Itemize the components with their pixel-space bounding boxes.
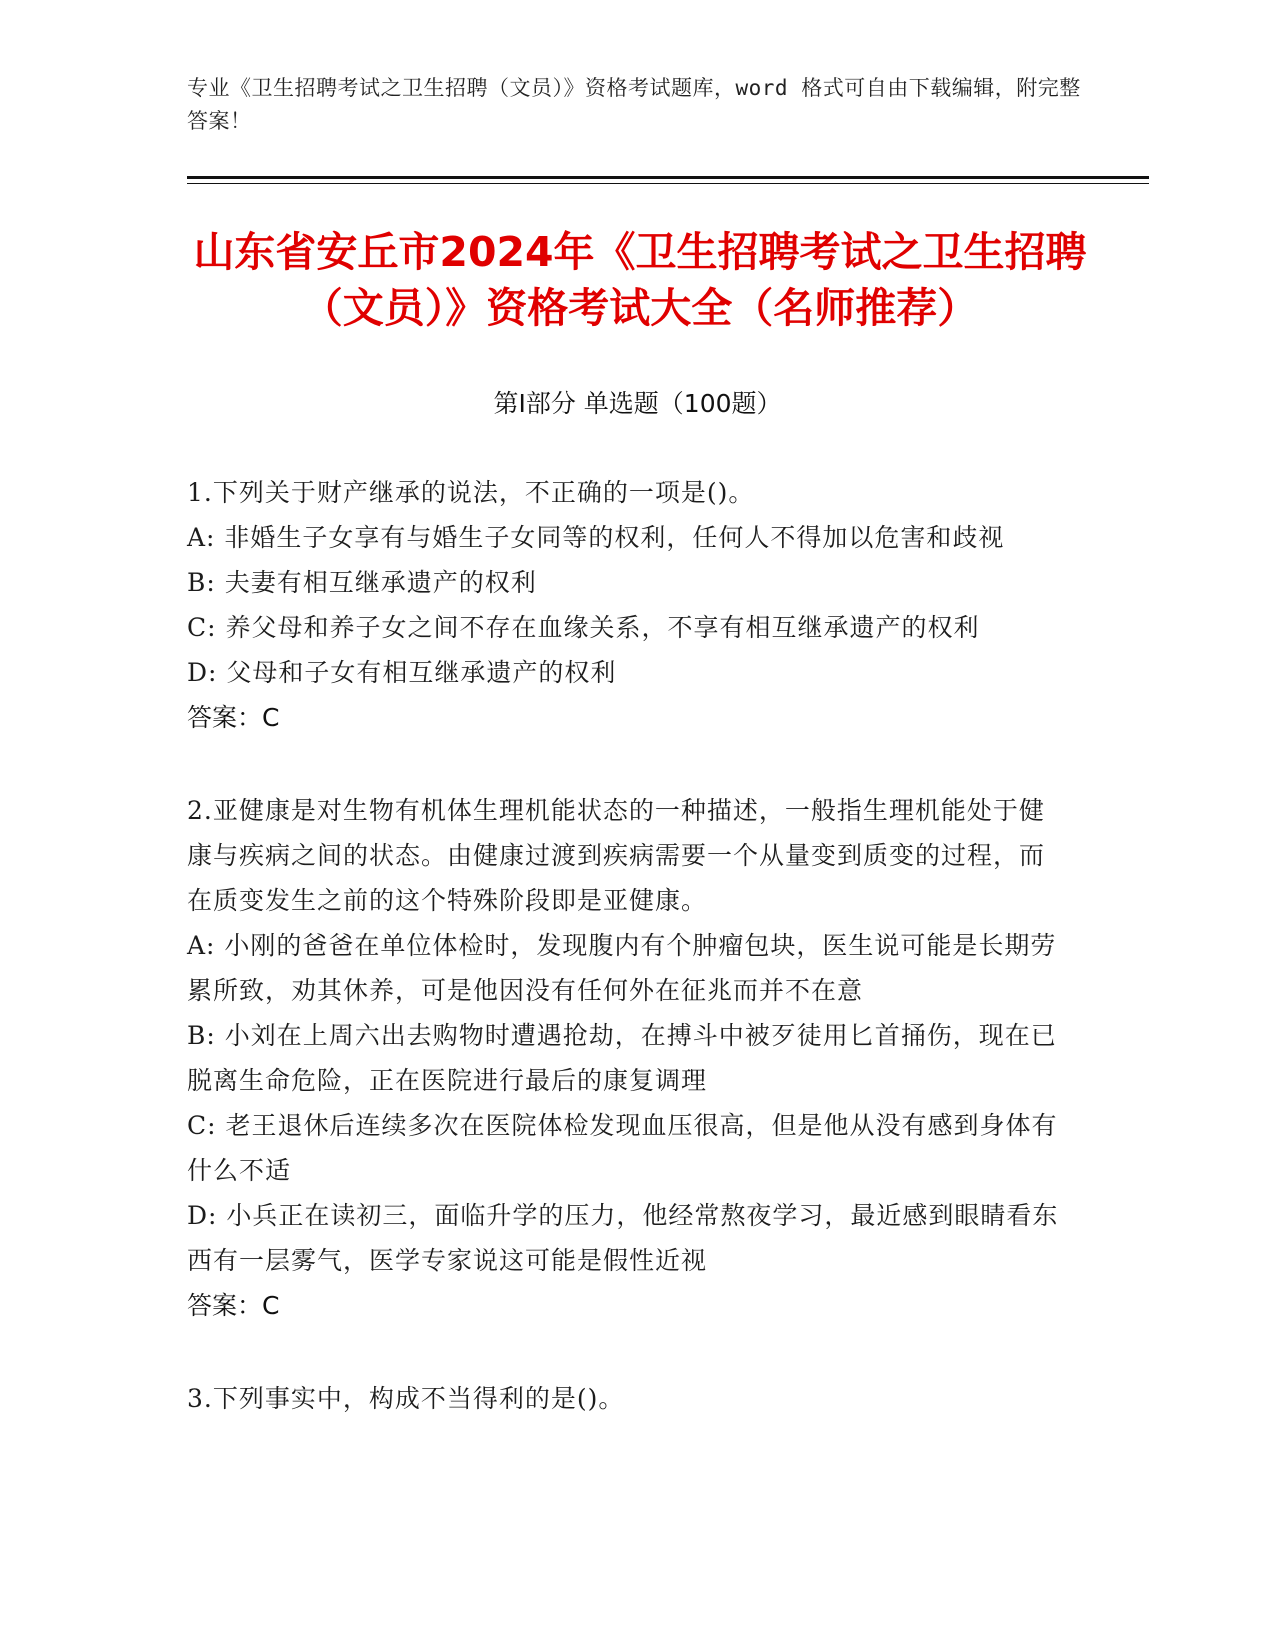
option-b: B: 小刘在上周六出去购物时遭遇抢劫，在搏斗中被歹徒用匕首捅伤，现在已脱离生命危险，正在医院进行最后的康复调理 [187,1021,1057,1095]
option-b: B: 夫妻有相互继承遗产的权利 [187,568,537,597]
question-stem: 3.下列事实中，构成不当得利的是()。 [187,1384,625,1413]
question-stem: 1.下列关于财产继承的说法，不正确的一项是()。 [187,478,755,507]
answer-line: 答案：C [187,1291,280,1320]
option-d: D: 父母和子女有相互继承遗产的权利 [187,658,617,687]
question-1 [187,470,1067,740]
header-note: 专业《卫生招聘考试之卫生招聘（文员）》资格考试题库，word 格式可自由下载编辑，附完整答案！ [187,76,1081,133]
option-a: A: 小刚的爸爸在单位体检时，发现腹内有个肿瘤包块，医生说可能是长期劳累所致，劝其休养，可是他因没有任何外在征兆而并不在意 [187,931,1057,1005]
option-a: A: 非婚生子女享有与婚生子女同等的权利，任何人不得加以危害和歧视 [187,523,1005,552]
option-c: C: 养父母和养子女之间不存在血缘关系，不享有相互继承遗产的权利 [187,613,980,642]
question-list [187,470,1067,1469]
header-divider-thin [187,183,1149,184]
question-stem: 2.亚健康是对生物有机体生理机能状态的一种描述，一般指生理机能处于健康与疾病之间的状态。由健康过渡到疾病需要一个从量变到质变的过程，而在质变发生之前的这个特殊阶段即是亚健康。 [187,796,1046,915]
section-heading: 第I部分 单选题（100题） [493,389,782,418]
header-divider [187,176,1149,179]
document-title: 山东省安丘市2024年《卫生招聘考试之卫生招聘（文员）》资格考试大全（名师推荐） [193,228,1087,332]
option-c: C: 老王退休后连续多次在医院体检发现血压很高，但是他从没有感到身体有什么不适 [187,1111,1058,1185]
answer-line: 答案：C [187,703,280,732]
question-2 [187,788,1067,1328]
question-3 [187,1376,1067,1421]
option-d: D: 小兵正在读初三，面临升学的压力，他经常熬夜学习，最近感到眼睛看东西有一层雾气，医学专家说这可能是假性近视 [187,1201,1059,1275]
